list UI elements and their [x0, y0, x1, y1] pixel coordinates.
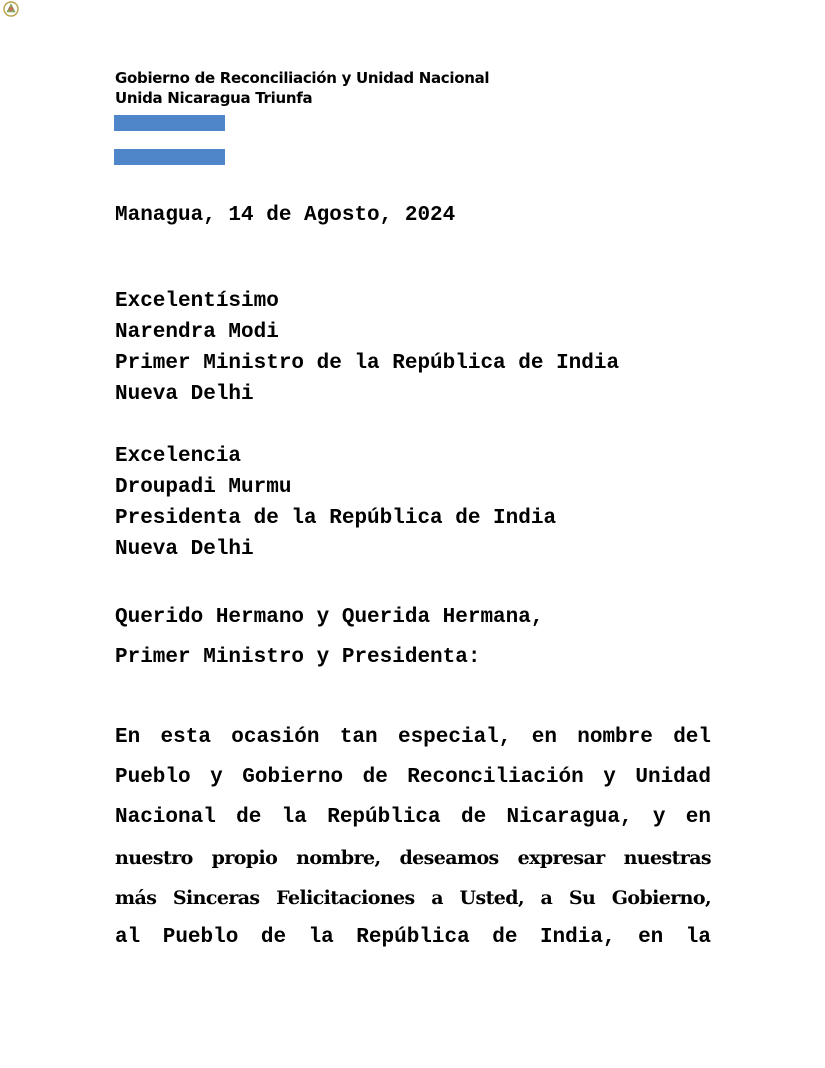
recipient-block-president [115, 441, 556, 565]
recipient-title: Presidenta de la República de India [115, 507, 557, 530]
recipient-name: Droupadi Murmu [115, 476, 292, 499]
letter-date: Managua, 14 de Agosto, 2024 [115, 204, 456, 227]
recipient-city: Nueva Delhi [115, 538, 254, 561]
body-paragraph [115, 718, 711, 958]
government-slogan: Unida Nicaragua Triunfa [115, 89, 313, 107]
body-line: al Pueblo de la República de India, en la [115, 926, 711, 949]
letterhead [115, 68, 489, 108]
recipient-title: Primer Ministro de la República de India [115, 352, 620, 375]
salutation-line: Primer Ministro y Presidenta: [115, 646, 481, 669]
nicaragua-flag-icon [114, 115, 225, 165]
salutation-line: Querido Hermano y Querida Hermana, [115, 606, 544, 629]
recipient-block-prime-minister [115, 286, 619, 410]
body-line: más Sinceras Felicitaciones a Usted, a Su Gobierno, [115, 887, 711, 909]
government-name: Gobierno de Reconciliación y Unidad Nacional [115, 69, 490, 87]
recipient-honorific: Excelencia [115, 445, 242, 468]
body-line: Pueblo y Gobierno de Reconciliación y Unidad [115, 766, 711, 789]
recipient-name: Narendra Modi [115, 321, 279, 344]
recipient-city: Nueva Delhi [115, 383, 254, 406]
coat-of-arms-icon [0, 0, 22, 18]
body-line: nuestro propio nombre, deseamos expresar nuestras [115, 847, 711, 869]
recipient-honorific: Excelentísimo [115, 290, 279, 313]
body-line: En esta ocasión tan especial, en nombre del [115, 726, 711, 749]
body-line: Nacional de la República de Nicaragua, y en [115, 806, 711, 829]
salutation [115, 598, 543, 678]
